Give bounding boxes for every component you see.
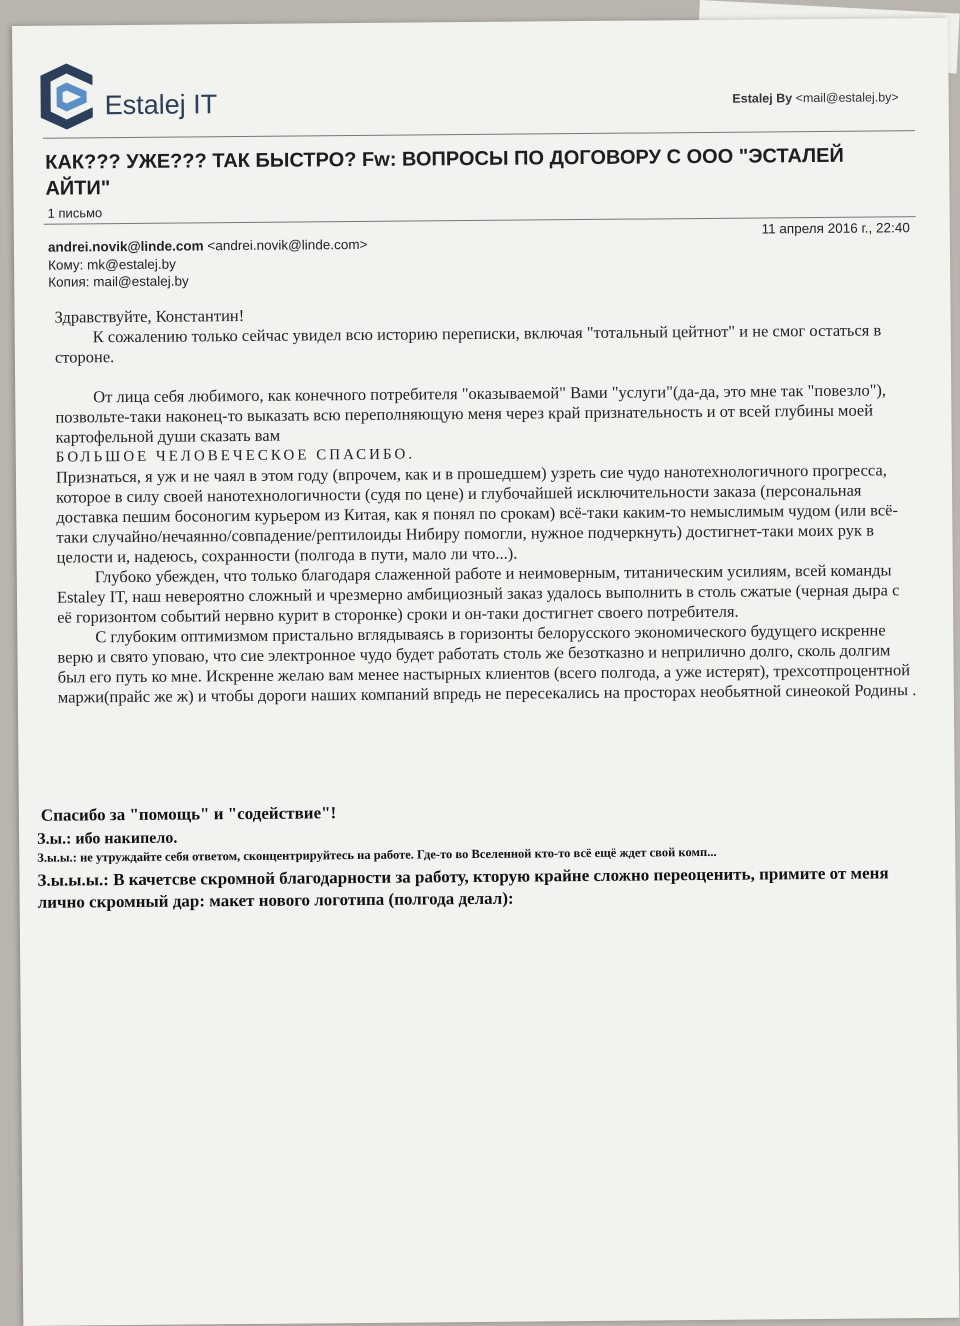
message-body [54,300,917,707]
from-email: andrei.novik@linde.com [47,238,204,255]
greeting: Здравствуйте, Константин! [54,305,245,327]
postscript-3: З.ы.ы.ы.: В качетсве скромной благодарности за работу, кторую крайне сложно переоценить, примите от меня лично скромный дар: макет нового логотипа (полгода делал): [37,863,889,912]
printed-email-page [12,18,959,1326]
message-cc: Копия: mail@estalej.by [48,273,189,290]
company-logo [36,60,217,132]
paragraph-1: К сожалению только сейчас увидел всю историю переписки, включая "тотальный цейтнот" и не смог остаться в стороне. [54,320,882,367]
mail-account [732,90,898,105]
paragraph-4: Глубоко убежден, что только благодаря слаженной работе и неимоверным, титаническим усилиям, всей команды Estaley IT, наш невероятно сложный и чрезмерно амбициозный заказ удалось выполнить в столь сжатые (черная дыра с её горизонтом событий нервно курит в сторонке) сроки и он-таки достигнет своего потребителя. [56,560,900,627]
message-count: 1 письмо [47,205,103,221]
account-email: <mail@estalej.by> [795,90,899,106]
paragraph-5: С глубоким оптимизмом пристально вглядываясь в горизонты белорусского экономического будущего искренне верю и свято уповаю, что сие электронное чудо будет работать столь же безотказно и неприлично долго, сколь долгим был его путь ко мне. Искренне желаю вам менее настырных клиентов (всего полгода, а уже истерят), трехсотпроцентной маржи(прайс же ж) и чтобы дороги наших компаний впредь не пересекались на просторах необьятной синеокой Родины . [57,620,917,707]
big-thanks: БОЛЬШОЕ ЧЕЛОВЕЧЕСКОЕ СПАСИБО. [55,446,416,466]
closing-thanks: Спасибо за "помощь" и "содействие"! [40,803,337,825]
postscript-2: З.ы.ы.: не утруждайте себя ответом, сконцентрируйтесь на работе. Где-то во Вселенной кто-то всё ещё ждет свой комп... [37,844,717,865]
message-to: Кому: mk@estalej.by [48,256,176,273]
thread-subject: КАК??? УЖЕ??? ТАК БЫСТРО? Fw: ВОПРОСЫ ПО ДОГОВОРУ С ООО "ЭСТАЛЕЙ АЙТИ" [45,144,844,200]
divider [43,130,915,139]
estalej-logo-icon [36,61,99,132]
from-address: <andrei.novik@linde.com> [207,236,368,254]
logo-text: Estalej IT [104,88,218,120]
postscript-1: З.ы.: ибо накипело. [37,829,178,848]
paragraph-3: Признаться, я уж и не чаял в этом году (впрочем, как и в прошедшем) узреть сие чудо нанотехнологичного прогресса, которое в силу своей нанотехнологичности (судя по цене) и глубочайшей исключительности заказа (персональная доставка пешим босоногим курьером из Китая, как я понял по срокам) всё-таки каким-то немыслимым чудом (или всё-таки случайно/нечаянно/совпадение/рептилоиды Нибиру помогли, нужное подчеркнуть) достигнет-таки моих рук в целости и, надеюсь, сохранности (полгода в пути, мало ли что...). [55,460,899,567]
message-from [48,237,368,255]
account-name: Estalej By [732,91,793,106]
message-date: 11 апреля 2016 г., 22:40 [761,220,910,237]
paragraph-2: От лица себя любимого, как конечного потребителя "оказываемой" Вами "услуги"(да-да, это мне так "повезло"), позвольте-таки наконец-то выказать всю переполняющую меня через край признательность и от всей глубины моей картофельной души сказать вам [55,380,887,447]
